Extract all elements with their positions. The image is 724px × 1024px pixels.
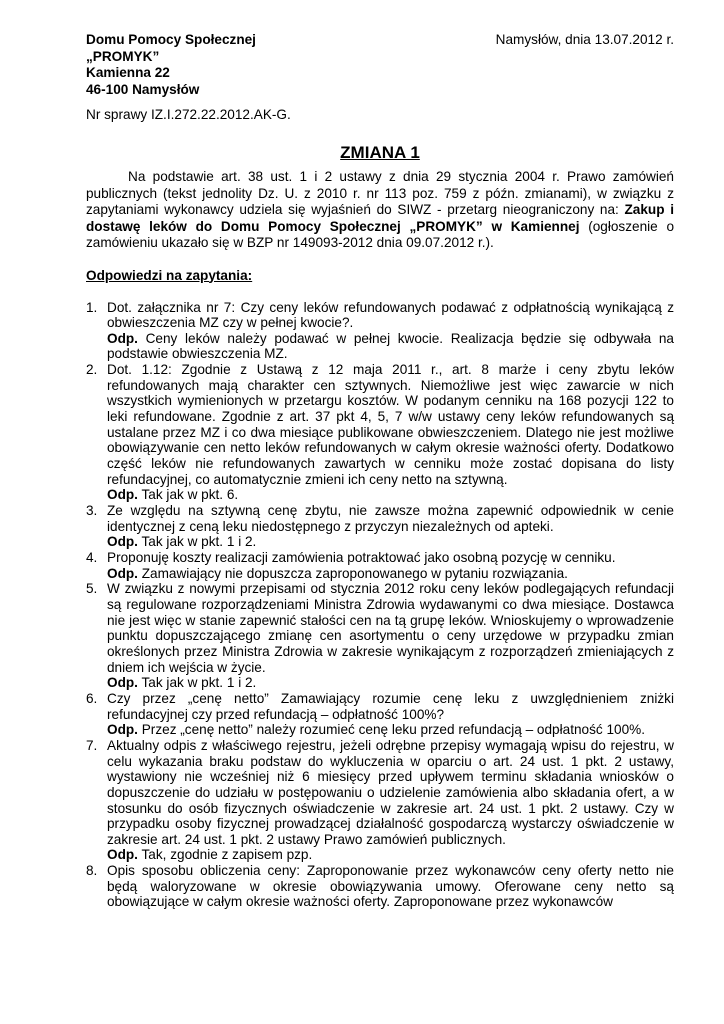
item-number: 7. bbox=[86, 737, 98, 753]
answer-text: Przez „cenę netto” należy rozumieć cenę leku przed refundacją – odpłatność 100%. bbox=[137, 722, 645, 738]
item-answer bbox=[107, 534, 674, 550]
document-date: Namysłów, dnia 13.07.2012 r. bbox=[495, 32, 674, 47]
intro-text: Na podstawie art. 38 ust. 1 i 2 ustawy z dnia 29 stycznia 2004 r. Prawo zamówień publicznych (tekst jednolity Dz. U. z 2010 r. nr 113 poz. 759 z późn. zmianami), w związku z zapytaniami wykonawcy udziela się wyjaśnień do SIWZ - przetarg nieograniczony na: bbox=[86, 169, 674, 217]
item-answer bbox=[107, 487, 674, 503]
list-item bbox=[86, 300, 674, 363]
answer-text: Ceny leków należy podawać w pełnej kwocie. Realizacja będzie się odbywała na podstawie obwieszczenia MZ. bbox=[107, 330, 674, 362]
item-question: W związku z nowymi przepisami od stycznia 2012 roku ceny leków podlegających refundacji są regulowane rozporządzeniami Ministra Zdrowia wydawanymi co dwa miesiące. Dostawca nie jest więc w stanie zapewnić stałości cen na tą grupę leków. Wnioskujemy o wprowadzenie punktu dopuszczającego zmianę cen asortymentu o ceny urzędowe w przypadku zmian określonych przez Ministra Zdrowia w zakresie wynikającym z rozporządzeń zmieniających z dniem ich wejścia w życie. bbox=[107, 581, 674, 675]
case-reference bbox=[86, 107, 674, 123]
item-number: 2. bbox=[86, 362, 98, 378]
answer-text: Tak jak w pkt. 1 i 2. bbox=[137, 534, 257, 550]
item-answer bbox=[107, 722, 674, 738]
answer-text: Tak, zgodnie z zapisem pzp. bbox=[137, 847, 313, 863]
list-item bbox=[86, 581, 674, 691]
answer-label: Odp. bbox=[107, 330, 138, 346]
document-page bbox=[86, 32, 674, 910]
sender-line: Kamienna 22 bbox=[86, 65, 170, 80]
answer-label: Odp. bbox=[107, 565, 138, 581]
item-question: Aktualny odpis z właściwego rejestru, jeżeli odrębne przepisy wymagają wpisu do rejestru, w celu wykazania braku podstaw do wykluczenia w oparciu o art. 24 ust. 1 pkt. 2 ustawy, wystawiony nie wcześniej niż 6 miesięcy przed upływem terminu składania wniosków o dopuszczenie do udziału w postępowaniu o udzielenie zamówienia albo składania ofert, a w stosunku do osób fizycznych oświadczenie w zakresie art. 24 ust. 1 pkt. 2 ustawy. Czy w przypadku osoby fizycznej prowadzącej działalność gospodarczą wystarczy oświadczenie w zakresie art. 24 ust. 1 pkt. 2 ustawy Prawo zamówień publicznych. bbox=[107, 737, 674, 847]
list-item bbox=[86, 550, 674, 581]
list-item bbox=[86, 503, 674, 550]
item-question: Proponuję koszty realizacji zamówienia potraktować jako osobną pozycję w cenniku. bbox=[107, 550, 616, 565]
item-question: Ze względu na sztywną cenę zbytu, nie zawsze można zapewnić odpowiednik w cenie identycznej z ceną leku niedostępnego z przyczyn niezależnych od apteki. bbox=[107, 503, 674, 534]
answer-label: Odp. bbox=[107, 534, 138, 550]
sender-line: „PROMYK” bbox=[86, 48, 160, 64]
answers-list bbox=[86, 300, 674, 911]
answer-label: Odp. bbox=[107, 675, 138, 691]
item-number: 3. bbox=[86, 503, 98, 519]
item-question: Czy przez „cenę netto” Zamawiający rozumie cenę leku z uwzględnieniem zniżki refundacyjnej czy przed refundacją – odpłatność 100%? bbox=[107, 690, 674, 722]
sender-line: Domu Pomocy Społecznej bbox=[86, 32, 256, 47]
case-reference-number: IZ.I.272.22.2012.AK-G. bbox=[150, 107, 291, 122]
item-question: Dot. załącznika nr 7: Czy ceny leków refundowanych podawać z odpłatnością wynikającą z obwieszczenia MZ czy w pełnej kwocie?. bbox=[107, 299, 674, 331]
item-number: 8. bbox=[86, 863, 98, 879]
item-question: Dot. 1.12: Zgodnie z Ustawą z 12 maja 2011 r., art. 8 marże i ceny zbytu leków refundowanych mają charakter cen sztywnych. Niemożliwe jest więc zawarcie w nich wszystkich wymienionych w przetargu kosztów. W podanym cenniku na 168 pozycji 122 to leki refundowane. Zgodnie z art. 37 pkt 4, 5, 7 w/w ustawy ceny leków refundowanych są ustalane przez MZ i co dwa miesiące publikowane obwieszczeniem. Dlatego nie jest możliwe obowiązywanie cen netto leków refundowanych w całym okresie ważności oferty. Dodatkowo część leków nie refundowanych zawartych w cenniku może zostać dopisana do listy refundacyjnej, co automatycznie zmieni ich ceny netto na sztywną. bbox=[107, 362, 674, 487]
intro-text-end: (ogłoszenie o zamówieniu ukazało się w BZP nr 149093-2012 dnia 09.07.2012 r.). bbox=[86, 218, 674, 250]
answer-label: Odp. bbox=[107, 487, 138, 503]
item-number: 5. bbox=[86, 581, 98, 597]
item-answer bbox=[107, 675, 674, 691]
answer-label: Odp. bbox=[107, 847, 138, 863]
item-answer bbox=[107, 847, 674, 863]
list-item bbox=[86, 738, 674, 863]
answers-heading: Odpowiedzi na zapytania: bbox=[86, 267, 253, 283]
item-number: 6. bbox=[86, 690, 98, 706]
intro-subject: Zakup i dostawę leków do Domu Pomocy Społecznej „PROMYK” w Kamiennej bbox=[86, 202, 674, 234]
item-question: Opis sposobu obliczenia ceny: Zaproponowanie przez wykonawców ceny oferty netto nie będą waloryzowane w okresie obowiązywania umowy. Oferowane ceny netto są obowiązujące w całym okresie ważności oferty. Zaproponowane przez wykonawców bbox=[107, 863, 674, 910]
answer-text: Tak jak w pkt. 1 i 2. bbox=[137, 675, 257, 691]
item-number: 4. bbox=[86, 550, 98, 565]
answer-label: Odp. bbox=[107, 722, 138, 738]
answer-text: Zamawiający nie dopuszcza zaproponowanego w pytaniu rozwiązania. bbox=[137, 565, 568, 581]
list-item bbox=[86, 362, 674, 503]
letter-header bbox=[86, 32, 674, 98]
item-answer bbox=[107, 566, 674, 582]
list-item bbox=[86, 863, 674, 910]
item-number: 1. bbox=[86, 299, 98, 315]
intro-paragraph bbox=[86, 169, 674, 252]
case-reference-label: Nr sprawy bbox=[86, 107, 148, 122]
sender-line: 46-100 Namysłów bbox=[86, 81, 200, 97]
answer-text: Tak jak w pkt. 6. bbox=[137, 487, 239, 503]
document-title: ZMIANA 1 bbox=[340, 143, 420, 162]
list-item bbox=[86, 691, 674, 738]
item-answer bbox=[107, 331, 674, 362]
